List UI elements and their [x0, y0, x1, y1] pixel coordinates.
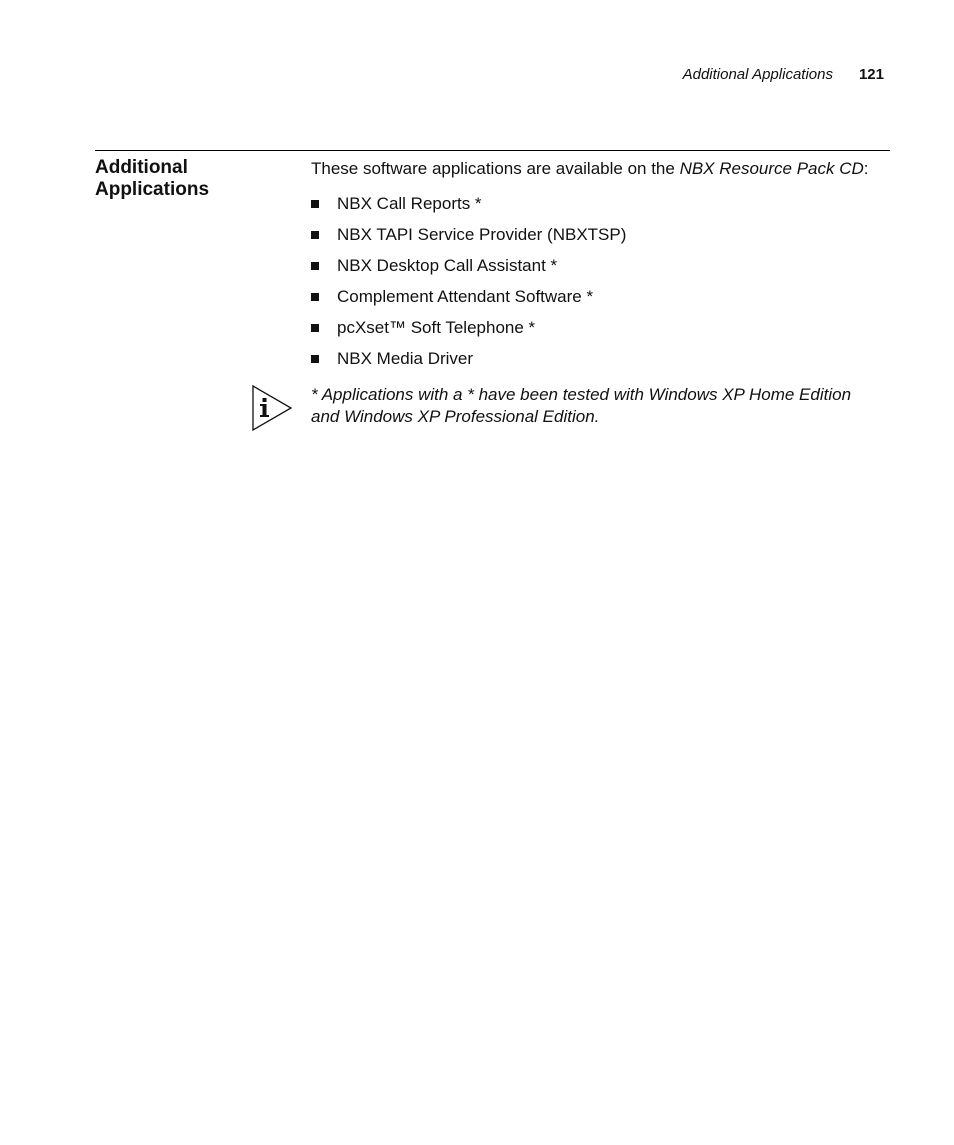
- bullet-square-icon: [311, 324, 319, 332]
- section-body: [311, 157, 896, 374]
- intro-prefix: These software applications are available on the: [311, 159, 680, 178]
- section-heading-line1: Additional: [95, 157, 188, 178]
- list-item: [311, 343, 896, 374]
- list-item: [311, 250, 896, 281]
- note-line1: * Applications with a * have been tested with Windows XP Home Edition: [311, 385, 852, 404]
- bullet-square-icon: [311, 200, 319, 208]
- list-item-label: pcXset™ Soft Telephone *: [337, 317, 536, 337]
- section-divider: [95, 150, 890, 151]
- section-heading: [95, 157, 275, 201]
- applications-list: [311, 188, 896, 374]
- page-number: 121: [858, 66, 884, 83]
- list-item: [311, 219, 896, 250]
- section-heading-line2: Applications: [95, 179, 210, 200]
- bullet-square-icon: [311, 355, 319, 363]
- list-item-label: NBX Media Driver: [337, 348, 474, 368]
- info-icon: [251, 385, 293, 431]
- list-item: [311, 281, 896, 312]
- list-item-label: Complement Attendant Software *: [337, 286, 594, 306]
- list-item-label: NBX Call Reports *: [337, 193, 482, 213]
- bullet-square-icon: [311, 262, 319, 270]
- list-item: [311, 312, 896, 343]
- running-header-section-name: Additional Applications: [682, 66, 833, 83]
- note-line2: and Windows XP Professional Edition.: [311, 407, 600, 426]
- note-text: [311, 384, 896, 428]
- list-item-label: NBX TAPI Service Provider (NBXTSP): [337, 224, 627, 244]
- list-item: [311, 188, 896, 219]
- bullet-square-icon: [311, 293, 319, 301]
- list-item-label: NBX Desktop Call Assistant *: [337, 255, 558, 275]
- running-header: [683, 66, 884, 83]
- intro-suffix: :: [863, 159, 869, 178]
- bullet-square-icon: [311, 231, 319, 239]
- intro-paragraph: [311, 157, 896, 181]
- intro-cd-name: NBX Resource Pack CD: [679, 159, 864, 178]
